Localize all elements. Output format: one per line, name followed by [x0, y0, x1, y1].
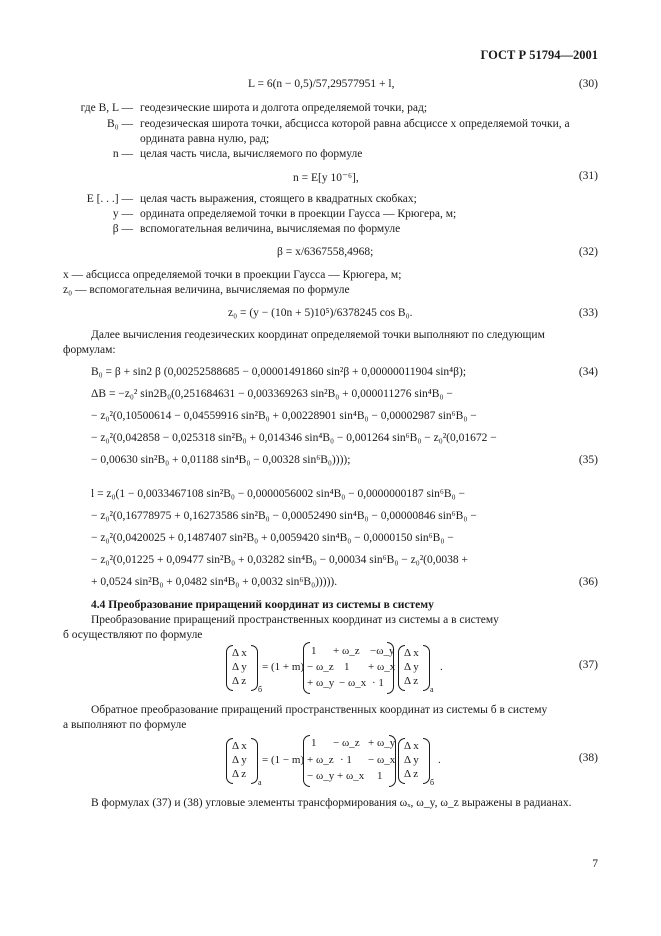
paragraph-line: Преобразование приращений пространственных координат из системы а в систему — [91, 614, 499, 626]
equation-30: L = 6(n − 0,5)/57,29577951 + l, — [248, 78, 395, 90]
definition-text: геодезические широта и долгота определяемой точки, рад; — [140, 102, 428, 114]
section-heading: 4.4 Преобразование приращений координат из системы в систему — [91, 599, 434, 611]
matrix-cell: −ω_y — [370, 645, 395, 657]
paragraph-line: В формулах (37) и (38) угловые элементы трансформирования ωₓ, ω_y, ω_z выражены в радианах. — [91, 797, 572, 809]
matrix-cell: 1 — [311, 737, 317, 749]
definition-text: вспомогательная величина, вычисляемая по формуле — [140, 223, 401, 235]
equation-number-34: (34) — [578, 366, 598, 378]
right-paren — [423, 645, 430, 691]
equation-33: z₀ = (y − (10n + 5)10⁵)/6378245 cos B₀. — [228, 307, 413, 319]
equation-35-line: − z₀²(0,042858 − 0,025318 sin²B₀ + 0,014346 sin⁴B₀ − 0,001264 sin⁶B₀ − z₀²(0,01672 − — [91, 432, 497, 444]
equation-number-37: (37) — [578, 659, 598, 671]
definition-text: целая часть выражения, стоящего в квадратных скобках; — [140, 193, 417, 205]
equation-31: n = E[y 10⁻⁶], — [293, 172, 359, 184]
matrix-cell: 1 — [311, 645, 317, 657]
operator: = (1 + m) — [262, 661, 305, 673]
matrix-cell: − ω_z — [333, 737, 360, 749]
matrix-cell: + ω_z — [307, 754, 334, 766]
vector-cell: Δ x — [232, 647, 247, 659]
matrix-cell: · 1 — [372, 677, 384, 689]
matrix-cell: − ω_z — [307, 661, 334, 673]
equation-34: B₀ = β + sin2 β (0,00252588685 − 0,00001491860 sin²β + 0,00000011904 sin⁴β); — [91, 366, 467, 378]
equation-36-line: − z₀²(0,0420025 + 0,1487407 sin²B₀ + 0,0059420 sin⁴B₀ − 0,0000150 sin⁶B₀ − — [91, 532, 454, 544]
definition-text: геодезическая широта точки, абсцисса которой равна абсциссе x определяемой точки, а — [140, 118, 570, 130]
page-number: 7 — [592, 858, 598, 870]
vector-cell: Δ x — [232, 740, 247, 752]
matrix-cell: 1 — [377, 770, 383, 782]
matrix-cell: · 1 — [340, 754, 352, 766]
matrix-cell: + ω_x — [368, 661, 396, 673]
equation-number-38: (38) — [578, 752, 598, 764]
system-subscript: а — [258, 778, 262, 787]
right-paren — [251, 738, 258, 784]
definition-term: y — — [112, 208, 133, 220]
matrix-cell: − ω_x — [339, 677, 367, 689]
equation-number-30: (30) — [578, 78, 598, 90]
paragraph-line: формулам: — [63, 344, 116, 356]
equation-period: . — [440, 661, 443, 673]
right-paren — [423, 738, 430, 784]
equation-35-line: ΔB = −z₀² sin2B₀(0,251684631 − 0,003369263 sin²B₀ + 0,000011276 sin⁴B₀ − — [91, 388, 453, 400]
equation-36-line: − z₀²(0,01225 + 0,09477 sin²B₀ + 0,03282 sin⁴B₀ − 0,00034 sin⁶B₀ − z₀²(0,0038 + — [91, 554, 468, 566]
definition-text: ордината определяемой точки в проекции Гаусса — Крюгера, м; — [140, 208, 457, 220]
vector-cell: Δ y — [404, 661, 419, 673]
system-subscript: б — [258, 685, 263, 694]
vector-cell: Δ z — [404, 768, 419, 780]
definition-term: β — — [112, 223, 133, 235]
matrix-cell: + ω_x — [337, 770, 365, 782]
equation-period: . — [438, 754, 441, 766]
definition-term: где B, L — — [80, 102, 133, 114]
vector-cell: Δ y — [232, 754, 247, 766]
right-paren — [389, 735, 396, 787]
standard-header: ГОСТ Р 51794—2001 — [480, 48, 598, 62]
equation-number-32: (32) — [578, 246, 598, 258]
equation-36-line: − z₀²(0,16778975 + 0,16273586 sin²B₀ − 0,00052490 sin⁴B₀ − 0,00000846 sin⁶B₀ − — [91, 510, 477, 522]
equation-number-35: (35) — [578, 454, 598, 466]
equation-36-line: + 0,0524 sin²B₀ + 0,0482 sin⁴B₀ + 0,0032 sin⁶B₀))))). — [91, 576, 338, 588]
vector-cell: Δ y — [232, 661, 247, 673]
matrix-cell: + ω_y — [307, 677, 335, 689]
definition-line: x — абсцисса определяемой точки в проекции Гаусса — Крюгера, м; — [63, 269, 402, 281]
vector-cell: Δ x — [404, 647, 419, 659]
definition-term: n — — [112, 148, 133, 160]
paragraph-line: Далее вычисления геодезических координат определяемой точки выполняют по следующим — [91, 329, 545, 341]
vector-cell: Δ z — [232, 675, 247, 687]
system-subscript: б — [430, 778, 435, 787]
paragraph-line: а выполняют по формуле — [63, 719, 187, 731]
system-subscript: а — [430, 685, 434, 694]
operator: = (1 − m) — [262, 754, 305, 766]
equation-35-line: − z₀²(0,10500614 − 0,04559916 sin²B₀ + 0,00228901 sin⁴B₀ − 0,00002987 sin⁶B₀ − — [91, 410, 477, 422]
matrix-cell: + ω_y — [368, 737, 396, 749]
equation-number-36: (36) — [578, 576, 598, 588]
vector-cell: Δ z — [232, 768, 247, 780]
vector-cell: Δ z — [404, 675, 419, 687]
equation-35-line: − 0,00630 sin²B₀ + 0,01188 sin⁴B₀ − 0,00328 sin⁶B₀)))); — [91, 454, 351, 466]
paragraph-line: Обратное преобразование приращений пространственных координат из системы б в систему — [91, 704, 548, 716]
matrix-cell: − ω_y — [307, 770, 335, 782]
equation-32: β = x/6367558,4968; — [277, 246, 374, 258]
right-paren — [387, 642, 394, 694]
paragraph-line: б осуществляют по формуле — [63, 629, 203, 641]
equation-36-line: l = z₀(1 − 0,0033467108 sin²B₀ − 0,0000056002 sin⁴B₀ − 0,0000000187 sin⁶B₀ − — [91, 488, 465, 500]
matrix-cell: 1 — [344, 661, 350, 673]
definition-term: B₀ — — [106, 118, 133, 130]
right-paren — [251, 645, 258, 691]
matrix-cell: + ω_z — [333, 645, 360, 657]
definition-text: ордината равна нулю, рад; — [140, 133, 270, 145]
definition-term: E [. . .] — — [86, 193, 133, 205]
matrix-cell: − ω_x — [368, 754, 396, 766]
definition-line: z₀ — вспомогательная величина, вычисляемая по формуле — [63, 284, 350, 296]
definition-text: целая часть числа, вычисляемого по формуле — [140, 148, 363, 160]
equation-number-31: (31) — [578, 170, 598, 182]
vector-cell: Δ y — [404, 754, 419, 766]
equation-number-33: (33) — [578, 307, 598, 319]
vector-cell: Δ x — [404, 740, 419, 752]
